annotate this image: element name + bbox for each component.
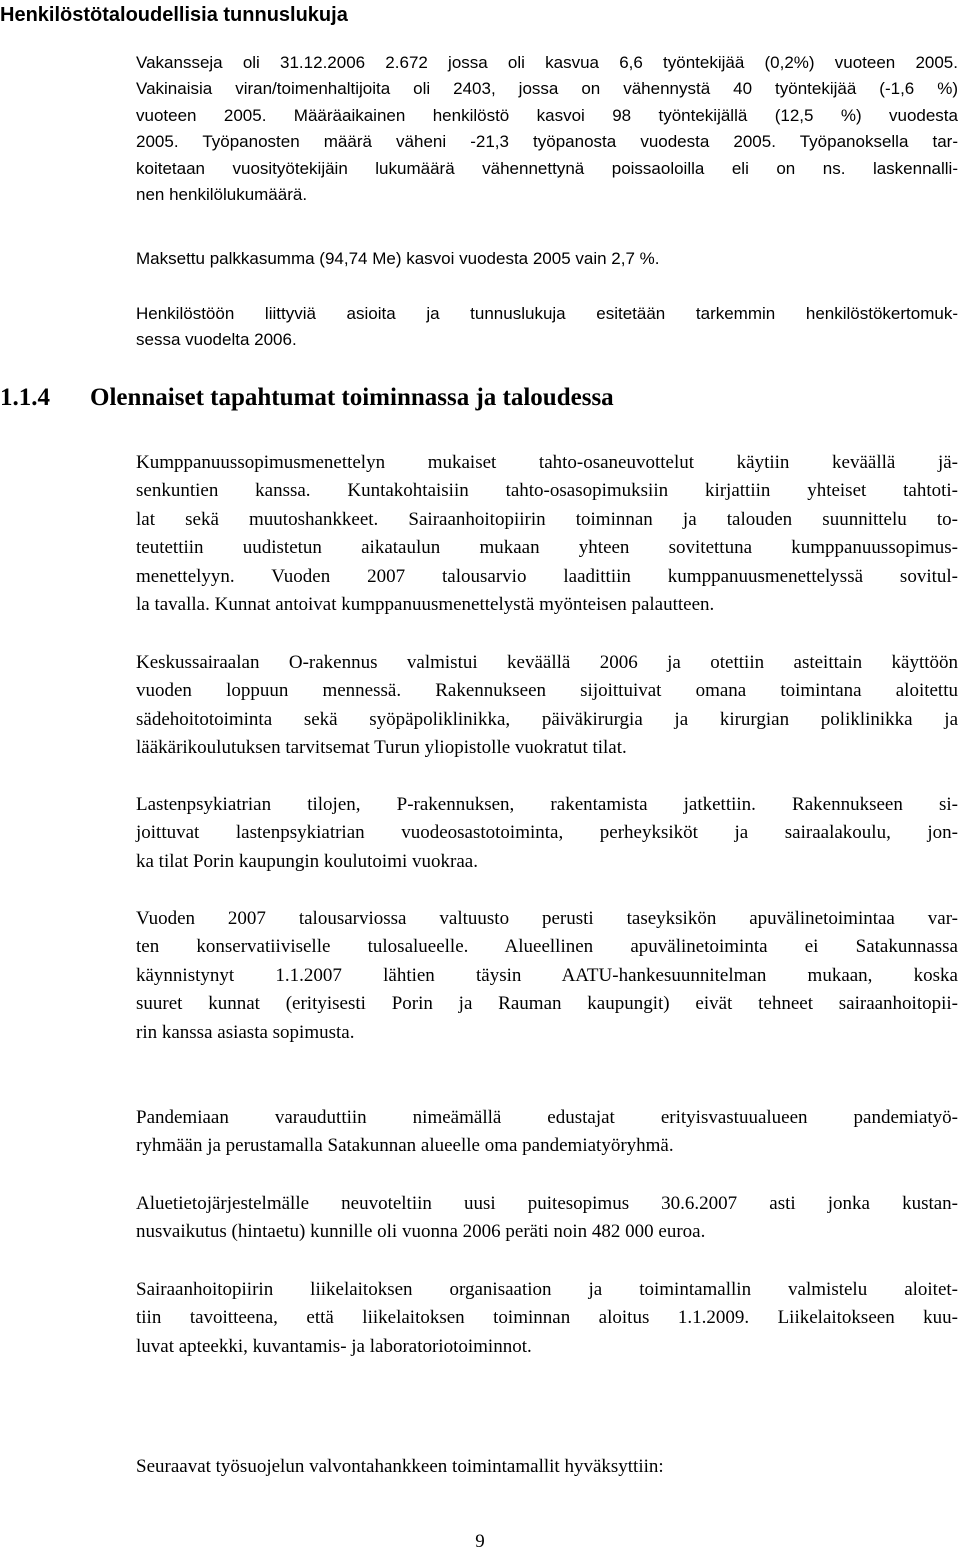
paragraph-personnel-2 xyxy=(136,246,958,272)
section-number: 1.1.4 xyxy=(0,384,50,411)
text-line: Kumppanuussopimusmenettelyn mukaiset tahto-osaneuvottelut käytiin keväällä jä- xyxy=(136,452,958,473)
text-line: senkuntien kanssa. Kuntakohtaisiin tahto-osasopimuksiin kirjattiin yhteiset tahtoti- xyxy=(136,480,958,502)
text-line: sessa vuodelta 2006. xyxy=(136,330,297,350)
text-line: rin kanssa asiasta sopimusta. xyxy=(136,1021,355,1043)
text-line: Keskussairaalan O-rakennus valmistui keväällä 2006 ja otettiin asteittain käyttöön xyxy=(136,652,958,673)
text-line: teutettiin uudistetun aikataulun mukaan yhteen sovitettuna kumppanuussopimus- xyxy=(136,537,958,559)
text-line: ten konservatiiviselle tulosalueelle. Alueellinen apuvälinetoiminta ei Satakunnassa xyxy=(136,936,958,958)
paragraph-pandemia xyxy=(136,1104,958,1161)
text-line: Seuraavat työsuojelun valvontahankkeen toimintamallit hyväksyttiin: xyxy=(136,1456,664,1477)
text-line: Sairaanhoitopiirin liikelaitoksen organisaation ja toimintamallin valmistelu aloitet- xyxy=(136,1279,958,1300)
text-line: lääkärikoulutuksen tarvitsemat Turun yliopistolle vuokratut tilat. xyxy=(136,737,627,759)
text-line: Pandemiaan varauduttiin nimeämällä edustajat erityisvastuualueen pandemiatyö- xyxy=(136,1107,958,1128)
text-line: Lastenpsykiatrian tilojen, P-rakennuksen, rakentamista jatkettiin. Rakennukseen si- xyxy=(136,794,958,815)
paragraph-personnel-1 xyxy=(136,50,958,208)
text-line: Maksettu palkkasumma (94,74 Me) kasvoi vuodesta 2005 vain 2,7 %. xyxy=(136,249,660,268)
text-line: Vakinaisia viran/toimenhaltijoita oli 2403, jossa on vähennystä 40 työntekijää (-1,6 %) xyxy=(136,79,958,99)
paragraph-aluetietojarjestelma xyxy=(136,1190,958,1247)
paragraph-lastenpsykiatria xyxy=(136,791,958,876)
paragraph-kumppanuus xyxy=(136,449,958,619)
paragraph-apuvalinetoiminta xyxy=(136,905,958,1047)
paragraph-personnel-3 xyxy=(136,301,958,354)
text-line: koitetaan vuosityötekijäin lukumäärä vähennettynä poissaoloilla eli on ns. laskennalli- xyxy=(136,158,958,178)
text-line: menettelyyn. Vuoden 2007 talousarvio laadittiin kumppanuusmenettelyssä sovitul- xyxy=(136,565,958,587)
text-line: käynnistynyt 1.1.2007 lähtien täysin AATU-hankesuunnitelman mukaan, koska xyxy=(136,964,958,986)
text-line: sädehoitotoiminta sekä syöpäpoliklinikka, päiväkirurgia ja kirurgian poliklinikka ja xyxy=(136,708,958,730)
text-line: suuret kunnat (erityisesti Porin ja Rauman kaupungit) eivät tehneet sairaanhoitopii- xyxy=(136,993,958,1015)
text-line: luvat apteekki, kuvantamis- ja laboratoriotoiminnot. xyxy=(136,1335,532,1357)
text-line: la tavalla. Kunnat antoivat kumppanuusmenettelystä myönteisen palautteen. xyxy=(136,594,715,616)
text-line: lat sekä muutoshankkeet. Sairaanhoitopiirin toiminnan ja talouden suunnittelu to- xyxy=(136,508,958,530)
paragraph-tyosuojelu xyxy=(136,1453,958,1481)
section-heading xyxy=(0,382,960,414)
text-line: Vuoden 2007 talousarviossa valtuusto perusti taseyksikön apuvälinetoimintaa var- xyxy=(136,908,958,929)
text-line: Aluetietojärjestelmälle neuvoteltiin uusi puitesopimus 30.6.2007 asti jonka kustan- xyxy=(136,1193,958,1214)
section-title: Olennaiset tapahtumat toiminnassa ja taloudessa xyxy=(90,384,614,411)
text-line: 2005. Työpanosten määrä väheni -21,3 työpanosta vuodesta 2005. Työpanoksella tar- xyxy=(136,132,958,152)
text-line: ryhmään ja perustamalla Satakunnan alueelle oma pandemiatyöryhmä. xyxy=(136,1135,674,1157)
paragraph-liikelaitos xyxy=(136,1276,958,1361)
text-line: nen henkilölukumäärä. xyxy=(136,185,308,205)
text-line: Henkilöstöön liittyviä asioita ja tunnuslukuja esitetään tarkemmin henkilöstökertomuk- xyxy=(136,304,958,323)
paragraph-keskussairaala xyxy=(136,649,958,763)
text-line: joittuvat lastenpsykiatrian vuodeosastotoiminta, perheyksiköt ja sairaalakoulu, jon- xyxy=(136,822,958,844)
text-line: tiin tavoitteena, että liikelaitoksen toiminnan aloitus 1.1.2009. Liikelaitokseen kuu- xyxy=(136,1307,958,1329)
text-line: vuoteen 2005. Määräaikainen henkilöstö kasvoi 98 työntekijällä (12,5 %) vuodesta xyxy=(136,105,958,125)
page-title: Henkilöstötaloudellisia tunnuslukuja xyxy=(0,4,348,26)
text-line: vuoden loppuun mennessä. Rakennukseen sijoittuivat omana toimintana aloitettu xyxy=(136,680,958,702)
text-line: Vakansseja oli 31.12.2006 2.672 jossa oli kasvua 6,6 työntekijää (0,2%) vuoteen 2005. xyxy=(136,53,958,72)
page-number: 9 xyxy=(475,1531,485,1552)
text-line: ka tilat Porin kaupungin koulutoimi vuokraa. xyxy=(136,850,478,872)
text-line: nusvaikutus (hintaetu) kunnille oli vuonna 2006 peräti noin 482 000 euroa. xyxy=(136,1221,706,1243)
